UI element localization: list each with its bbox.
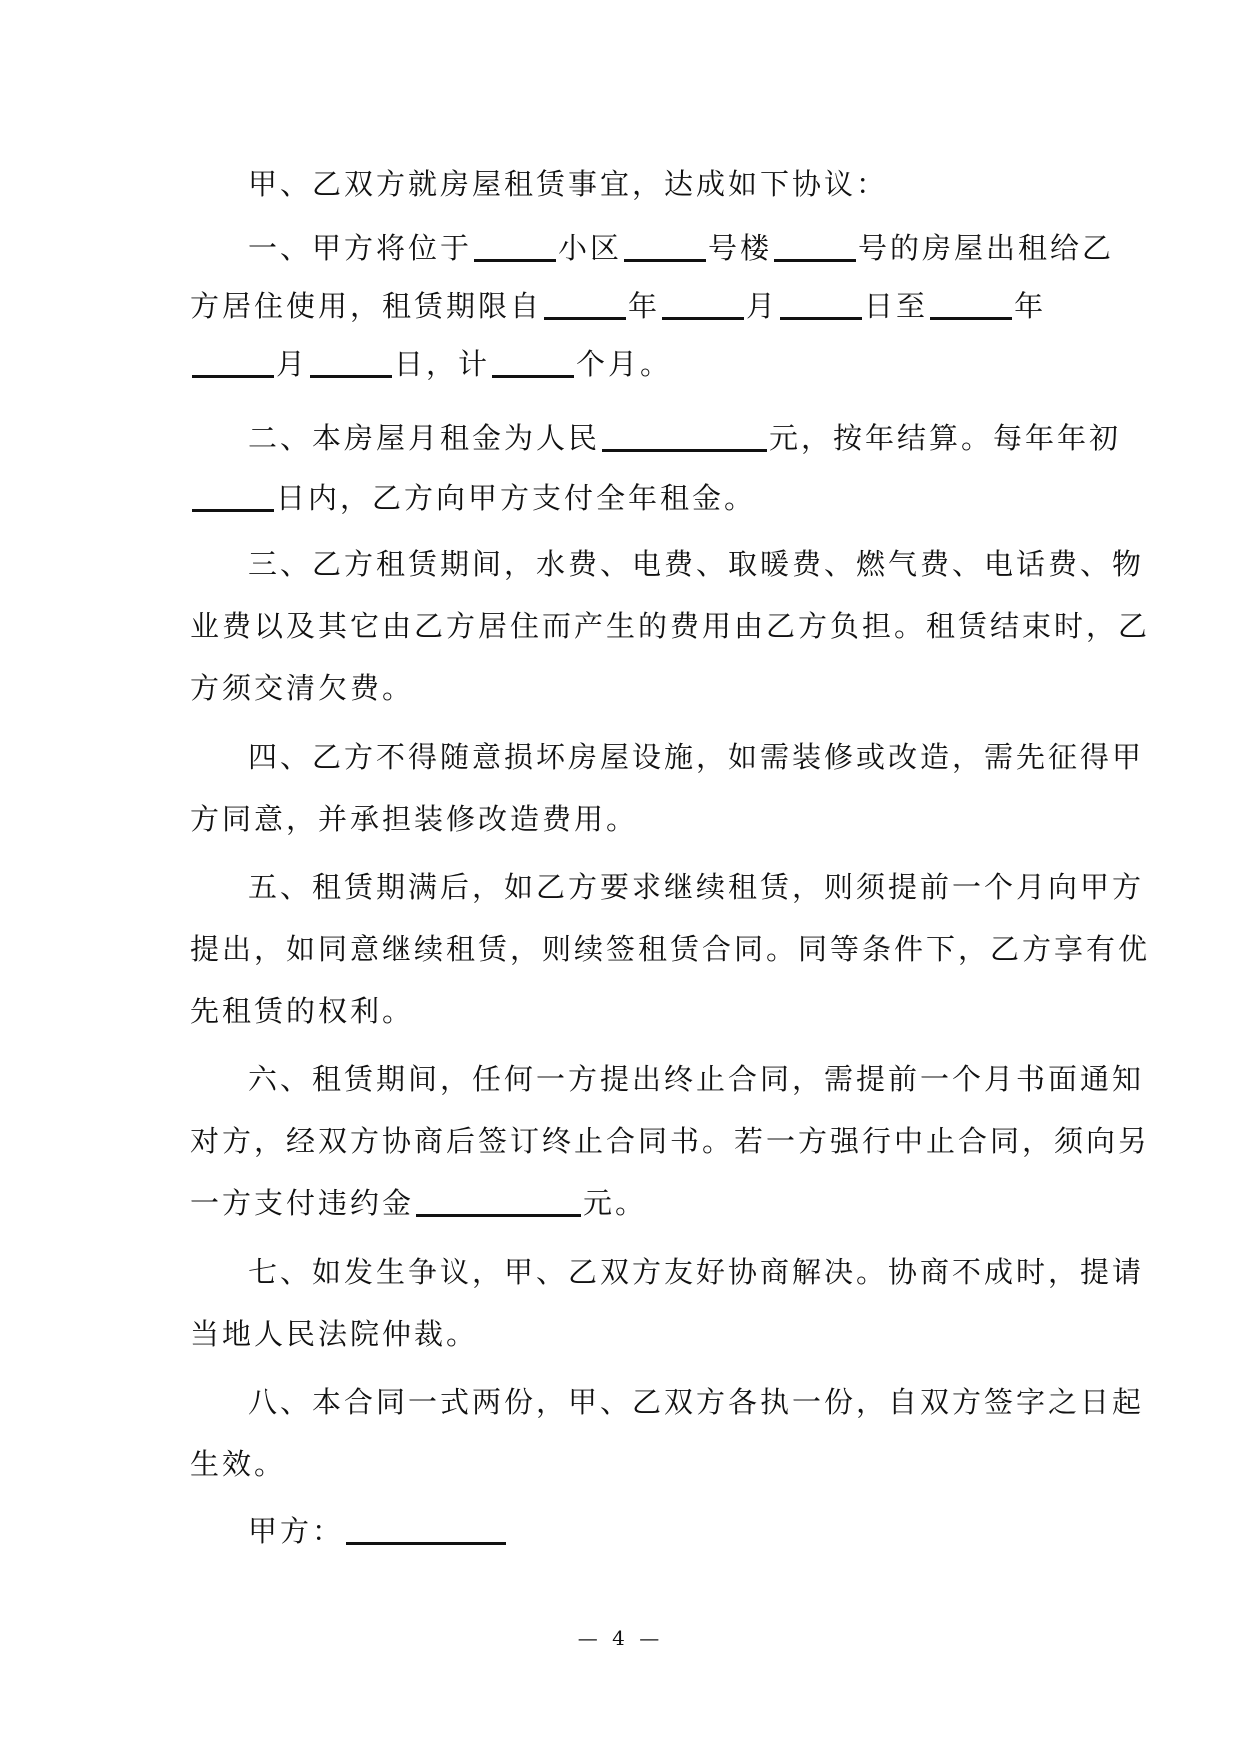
clause4-text: 方同意，并承担装修改造费用。 <box>190 802 639 836</box>
clause3-line2 <box>190 606 1150 646</box>
clause6-line2 <box>190 1121 1150 1161</box>
clause3-text: 三、乙方租赁期间，水费、电费、取暖费、燃气费、电话费、物 <box>248 547 1145 581</box>
fill-blank-end-month[interactable] <box>192 347 274 378</box>
clause6-line3 <box>190 1183 647 1223</box>
clause1-text: 日，计 <box>394 347 491 381</box>
clause1-text: 年 <box>1014 289 1047 323</box>
clause5-line1 <box>248 867 1144 907</box>
fill-blank-room[interactable] <box>774 231 856 262</box>
clause3-text: 业费以及其它由乙方居住而产生的费用由乙方负担。租赁结束时，乙 <box>190 609 1151 643</box>
clause1-text: 小区 <box>558 231 623 265</box>
clause5-text: 提出，如同意继续租赁，则续签租赁合同。同等条件下，乙方享有优 <box>190 932 1151 966</box>
clause2-text: 二、本房屋月租金为人民 <box>248 421 601 455</box>
clause6-text: 一方支付违约金 <box>190 1186 415 1220</box>
clause5-line2 <box>190 929 1150 969</box>
fill-blank-pay-days[interactable] <box>192 481 274 512</box>
clause8-line1 <box>248 1382 1144 1422</box>
clause1-text: 号楼 <box>708 231 773 265</box>
clause7-text: 当地人民法院仲裁。 <box>190 1317 479 1351</box>
clause2-text: 日内，乙方向甲方支付全年租金。 <box>276 481 757 515</box>
clause1-text: 月 <box>276 347 309 381</box>
intro-text: 甲、乙双方就房屋租赁事宜，达成如下协议： <box>248 167 889 201</box>
clause5-text: 先租赁的权利。 <box>190 994 415 1028</box>
clause3-line1 <box>248 544 1144 584</box>
fill-blank-building[interactable] <box>624 231 706 262</box>
clause7-line1 <box>248 1252 1144 1292</box>
clause1-line1 <box>248 228 1114 268</box>
party-a-signature-line <box>248 1511 508 1551</box>
clause6-text: 六、租赁期间，任何一方提出终止合同，需提前一个月书面通知 <box>248 1062 1145 1096</box>
clause6-text: 对方，经双方协商后签订终止合同书。若一方强行中止合同，须向另 <box>190 1124 1151 1158</box>
clause8-text: 生效。 <box>190 1447 287 1481</box>
clause4-line2 <box>190 799 638 839</box>
fill-blank-start-month[interactable] <box>662 289 744 320</box>
clause2-line2 <box>190 478 756 518</box>
clause1-text: 方居住使用，租赁期限自 <box>190 289 543 323</box>
clause1-line3 <box>190 344 672 384</box>
fill-blank-community[interactable] <box>474 231 556 262</box>
clause4-line1 <box>248 737 1144 777</box>
clause6-text: 元。 <box>583 1186 648 1220</box>
clause1-text: 个月。 <box>576 347 673 381</box>
clause3-line3 <box>190 668 414 708</box>
fill-blank-penalty[interactable] <box>416 1186 581 1217</box>
fill-blank-start-year[interactable] <box>544 289 626 320</box>
clause6-line1 <box>248 1059 1144 1099</box>
fill-blank-rent[interactable] <box>602 421 767 452</box>
clause1-text: 一、甲方将位于 <box>248 231 473 265</box>
fill-blank-months[interactable] <box>492 347 574 378</box>
clause1-text: 日至 <box>864 289 929 323</box>
clause4-text: 四、乙方不得随意损坏房屋设施，如需装修或改造，需先征得甲 <box>248 740 1145 774</box>
clause3-text: 方须交清欠费。 <box>190 671 415 705</box>
clause7-text: 七、如发生争议，甲、乙双方友好协商解决。协商不成时，提请 <box>248 1255 1145 1289</box>
party-a-label: 甲方： <box>248 1514 345 1548</box>
clause1-text: 号的房屋出租给乙 <box>858 231 1115 265</box>
clause1-text: 月 <box>746 289 779 323</box>
clause2-text: 元，按年结算。每年年初 <box>769 421 1122 455</box>
clause5-text: 五、租赁期满后，如乙方要求继续租赁，则须提前一个月向甲方 <box>248 870 1145 904</box>
clause8-line2 <box>190 1444 286 1484</box>
clause8-text: 八、本合同一式两份，甲、乙双方各执一份，自双方签字之日起 <box>248 1385 1145 1419</box>
clause7-line2 <box>190 1314 478 1354</box>
clause5-line3 <box>190 991 414 1031</box>
party-a-signature-field[interactable] <box>346 1514 506 1545</box>
page-number: — 4 — <box>577 1626 664 1650</box>
intro-line <box>248 164 888 204</box>
clause1-text: 年 <box>628 289 661 323</box>
fill-blank-start-day[interactable] <box>780 289 862 320</box>
fill-blank-end-day[interactable] <box>310 347 392 378</box>
clause1-line2 <box>190 286 1046 326</box>
fill-blank-end-year[interactable] <box>930 289 1012 320</box>
clause2-line1 <box>248 418 1121 458</box>
